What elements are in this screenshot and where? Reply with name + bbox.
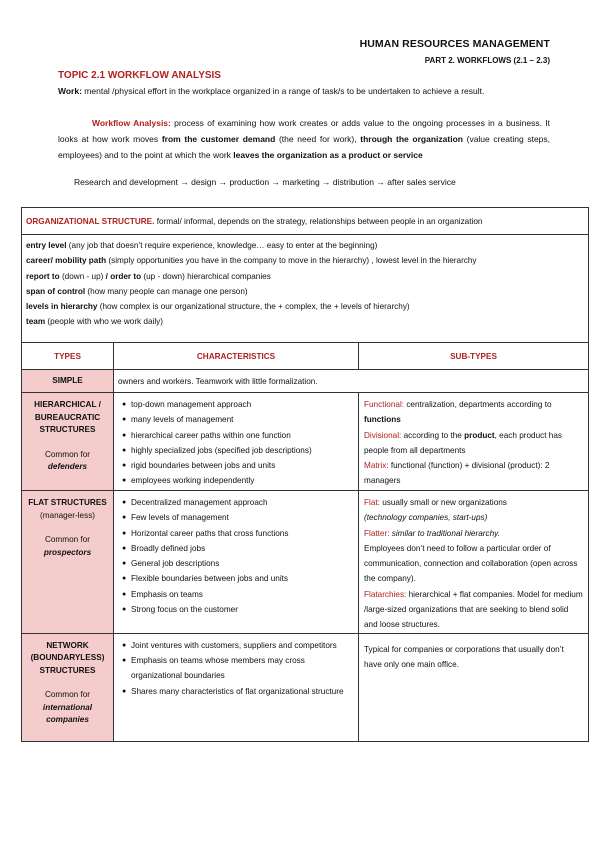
org-structure-title: ORGANIZATIONAL STRUCTURE. [26,216,155,226]
value-chain: Research and development → design → production → marketing → distribution → after sales service [74,177,456,187]
row-flat [22,491,589,634]
list-item: ● Emphasis on teams whose members may cross organizational boundaries [122,653,354,684]
header-types: TYPES [22,343,114,370]
list-item: ● Shares many characteristics of flat organizational structure [122,684,354,699]
row-network [22,633,589,741]
org-structure-table [21,207,589,742]
topic-heading: TOPIC 2.1 WORKFLOW ANALYSIS [58,70,221,81]
course-title: HUMAN RESOURCES MANAGEMENT [359,38,550,50]
network-characteristics [114,633,359,741]
network-subtypes: Typical for companies or corporations that usually don’t have only one main office. [359,633,589,741]
def-team: team (people with who we work daily) [26,317,163,327]
list-item: ● Horizontal career paths that cross functions [122,526,354,541]
flat-subtypes: Flat: usually small or new organizations (technology companies, start-ups) Flatter: similar to traditional hierarchy. Employees don’t need to follow a particular order of communication, connection and collaboration (open across the company). Flatarchies: hierarchical + flat companies. Model for medium /large-sized organizations that are seeking to blend solid and loose structures. [359,491,589,634]
work-text: mental /physical effort in the workplace organized in a range of task/s to be undertaken to achieve a result. [81,86,485,96]
list-item: ● Flexible boundaries between jobs and units [122,571,354,586]
list-item: ● Emphasis on teams [122,587,354,602]
list-item: ● hierarchical career paths within one function [122,428,354,443]
flat-characteristics [114,491,359,634]
org-structure-desc: formal/ informal, depends on the strategy, relationships between people in an organization [154,216,483,226]
list-item: ● Few levels of management [122,510,354,525]
simple-description: owners and workers. Teamwork with little formalization. [114,370,589,393]
list-item: ● many levels of management [122,412,354,427]
row-hierarchical [22,393,589,491]
list-item: ● rigid boundaries between jobs and units [122,458,354,473]
workflow-analysis-definition: Workflow Analysis: process of examining how work creates or adds value to the ongoing processes in a business. It looks at how work moves from the customer demand (the need for work), through the organization (value creating steps, employees) and to the point at which the work leaves the organization as a product or service [58,118,551,160]
list-item: ● Strong focus on the customer [122,602,354,617]
list-item: ● Decentralized management approach [122,495,354,510]
header-subtypes: SUB-TYPES [359,343,589,370]
workflow-analysis-label: Workflow Analysis: [92,118,171,128]
work-definition [58,83,550,99]
list-item: ● Joint ventures with customers, suppliers and competitors [122,638,354,653]
table-header-row [22,343,589,370]
header-characteristics: CHARACTERISTICS [114,343,359,370]
row-simple [22,370,589,393]
def-levels-in-hierarchy: levels in hierarchy (how complex is our organizational structure, the + complex, the + levels of hierarchy) [26,302,410,312]
hierarchical-subtypes: Functional: centralization, departments according to functions Divisional: according to the product, each product has people from all departments Matrix: functional (function) + divisional (product): 2 managers [359,393,589,491]
type-hierarchical: HIERARCHICAL / BUREAUCRATIC STRUCTURES Common for defenders [22,393,114,491]
hierarchical-characteristics [114,393,359,491]
work-label: Work: [58,86,82,96]
type-network: NETWORK (BOUNDARYLESS) STRUCTURES Common for international companies [22,633,114,741]
type-flat: FLAT STRUCTURES (manager-less) Common for prospectors [22,491,114,634]
list-item: ● employees working independently [122,473,354,488]
definitions-list [22,235,589,343]
def-career-path: career/ mobility path (simply opportunities you have in the company to move in the hierarchy) , lowest level in the hierarchy [26,256,477,266]
def-entry-level: entry level (any job that doesn’t require experience, knowledge… easy to enter at the beginning) [26,241,378,250]
list-item: ● top-down management approach [122,397,354,412]
org-structure-heading [22,208,589,235]
part-subtitle: PART 2. WORKFLOWS (2.1 – 2.3) [424,56,550,65]
def-report-to: report to (down - up) / order to (up - down) hierarchical companies [26,271,271,281]
list-item: ● Broadly defined jobs [122,541,354,556]
def-span-of-control: span of control (how many people can manage one person) [26,286,248,296]
list-item: ● General job descriptions [122,556,354,571]
type-simple: SIMPLE [22,370,114,393]
list-item: ● highly specialized jobs (specified job descriptions) [122,443,354,458]
